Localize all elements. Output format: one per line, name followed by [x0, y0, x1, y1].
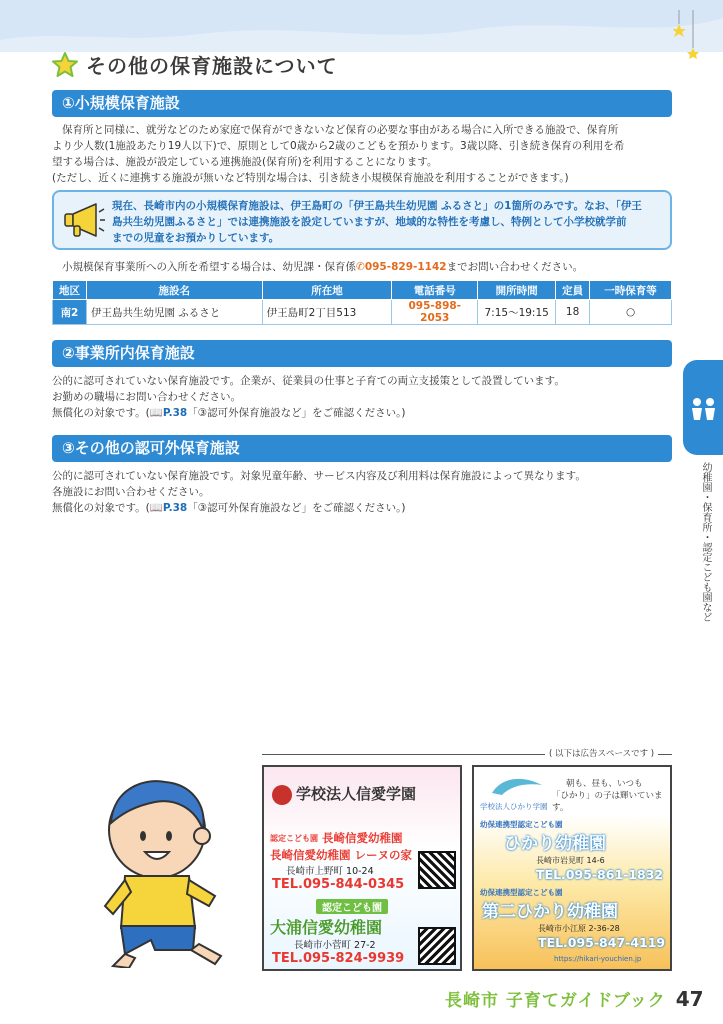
ad2-school2: 第二ひかり幼稚園 [482, 902, 618, 922]
ad-hikari-gakuen[interactable] [472, 765, 672, 971]
ad1-addr2: 長崎市小菅町 27-2 [294, 940, 376, 951]
child-illustration-icon [95, 768, 235, 968]
table-header: 開所時間 [478, 281, 556, 300]
ad-shinai-gakuen[interactable] [262, 765, 462, 971]
star-icon [52, 52, 78, 78]
page-title-text: その他の保育施設について [86, 54, 338, 78]
page-footer [445, 986, 704, 1011]
table-cell-name: 伊王島共生幼児園 ふるさと [86, 300, 262, 325]
bird-logo-icon [482, 771, 552, 801]
section3-line: 公的に認可されていない保育施設です。対象児童年齢、サービス内容及び利用料は保育施設によって異なります。 [52, 470, 586, 482]
section3-line: 各施設にお問い合わせください。 [52, 486, 210, 498]
section2-heading: ②事業所内保育施設 [52, 340, 672, 367]
contact-prefix: 小規模保育事業所への入所を希望する場合は、幼児課・保育係 [62, 261, 356, 273]
section1-line: (ただし、近くに連携する施設が無いなど特別な場合は、引き続き小規模保育施設を利用することができます。) [52, 172, 569, 184]
side-index-tab[interactable] [683, 360, 723, 455]
phone-icon: ✆ [356, 261, 365, 273]
table-row [53, 300, 672, 325]
ad2-url[interactable]: https://hikari-youchien.jp [554, 955, 642, 963]
page-number: 47 [675, 987, 704, 1011]
ad2-org: 学校法人ひかり学園 [480, 802, 548, 811]
table-cell-hours: 7:15〜19:15 [478, 300, 556, 325]
table-cell-address: 伊王島町2丁目513 [262, 300, 392, 325]
table-header-row [53, 281, 672, 300]
ad1-school1: 長崎信愛幼稚園 [322, 831, 403, 845]
notice-line: 島共生幼児園ふるさと」では連携施設を設定していますが、地域的な特性を考慮し、特例として小学校就学前 [112, 216, 627, 228]
table-header: 地区 [53, 281, 87, 300]
section1-line: より少人数(1施設あたり19人以下)で、原則として0歳から2歳のこどもを預かります。3歳以降、引き続き保育の利用を希 [52, 140, 625, 152]
section3-heading: ③その他の認可外保育施設 [52, 435, 672, 462]
ad2-badge2: 幼保連携型認定こども園 [480, 888, 563, 897]
section3-line: 無償化の対象です。(📖P.38「③認可外保育施設など」をご確認ください。) [52, 502, 406, 514]
ad2-tel1[interactable]: TEL.095-861-1832 [536, 867, 664, 882]
section2-line: 公的に認可されていない保育施設です。企業が、従業員の仕事と子育ての両立支援策として設置しています。 [52, 375, 565, 387]
table-header: 一時保育等 [590, 281, 672, 300]
children-icon [683, 360, 723, 455]
ad2-catch2: 「ひかり」の子は輝いています。 [552, 791, 663, 813]
top-decoration [0, 0, 723, 52]
book-icon: 📖 [149, 407, 163, 419]
table-header: 所在地 [262, 281, 392, 300]
table-cell-temp-care: ○ [590, 300, 672, 325]
section1-line: 望する場合は、施設が設定している連携施設(保育所)を利用することになります。 [52, 156, 438, 168]
ad1-school1b: 長崎信愛幼稚園 レーヌの家 [270, 848, 413, 862]
footer-brand: 長崎市 子育てガイドブック [445, 991, 666, 1011]
school-crest-icon [272, 785, 292, 805]
ad1-school2: 大浦信愛幼稚園 [270, 918, 383, 937]
ad2-badge1: 幼保連携型認定こども園 [480, 820, 563, 829]
ad2-addr2: 長崎市小江原 2-36-28 [538, 924, 620, 933]
page-reference-link[interactable]: P.38 [162, 407, 188, 419]
ad2-addr1: 長崎市岩見町 14-6 [536, 856, 605, 865]
ad2-catch1: 朝も、昼も、いつも [566, 779, 643, 789]
page-reference-link[interactable]: P.38 [162, 502, 188, 514]
section2-line: お勤めの職場にお問い合わせください。 [52, 391, 241, 403]
ad1-addr1: 長崎市上野町 10-24 [286, 866, 374, 877]
page-title [52, 50, 338, 79]
table-cell-tel[interactable]: 095-898-2053 [392, 300, 478, 325]
notice-line: 現在、長崎市内の小規模保育施設は、伊王島町の「伊王島共生幼児園 ふるさと」の1箇所のみです。なお、「伊王 [112, 200, 642, 212]
table-cell-area: 南2 [53, 300, 87, 325]
megaphone-icon [62, 198, 106, 242]
section2-description [52, 373, 672, 421]
notice-box [52, 190, 672, 250]
table-header: 電話番号 [392, 281, 478, 300]
contact-tel[interactable]: 095-829-1142 [364, 261, 447, 273]
ad1-tel2[interactable]: TEL.095-824-9939 [272, 951, 405, 966]
book-icon: 📖 [149, 502, 163, 514]
contact-line [62, 259, 583, 274]
table-cell-capacity: 18 [556, 300, 590, 325]
section1-line: 保育所と同様に、就労などのため家庭で保育ができないなど保育の必要な事由がある場合に入所できる施設で、保育所 [62, 124, 619, 136]
notice-line: までの児童をお預かりしています。 [112, 232, 280, 244]
ad1-org: 学校法人信愛学園 [296, 785, 417, 803]
ad1-badge1: 認定こども園 [270, 834, 318, 843]
star-decoration-icon [673, 10, 703, 64]
notice-text [112, 198, 667, 246]
table-header: 施設名 [86, 281, 262, 300]
contact-suffix: までお問い合わせください。 [446, 261, 584, 273]
ad-note: ( 以下は広告スペースです ) [545, 747, 658, 759]
ad1-tel1[interactable]: TEL.095-844-0345 [272, 877, 405, 892]
qr-code-icon [418, 927, 456, 965]
ad1-badge2: 認定こども園 [316, 899, 388, 914]
ad2-tel2[interactable]: TEL.095-847-4119 [538, 935, 666, 950]
ad2-school1: ひかり幼稚園 [504, 834, 606, 854]
section1-heading: ①小規模保育施設 [52, 90, 672, 117]
qr-code-icon [418, 851, 456, 889]
side-index-label: 幼稚園・保育所・認定こども園など [700, 462, 711, 622]
section1-description [52, 122, 672, 186]
section3-description [52, 468, 672, 516]
table-header: 定員 [556, 281, 590, 300]
facility-table [52, 280, 672, 325]
section2-line: 無償化の対象です。(📖P.38「③認可外保育施設など」をご確認ください。) [52, 407, 406, 419]
